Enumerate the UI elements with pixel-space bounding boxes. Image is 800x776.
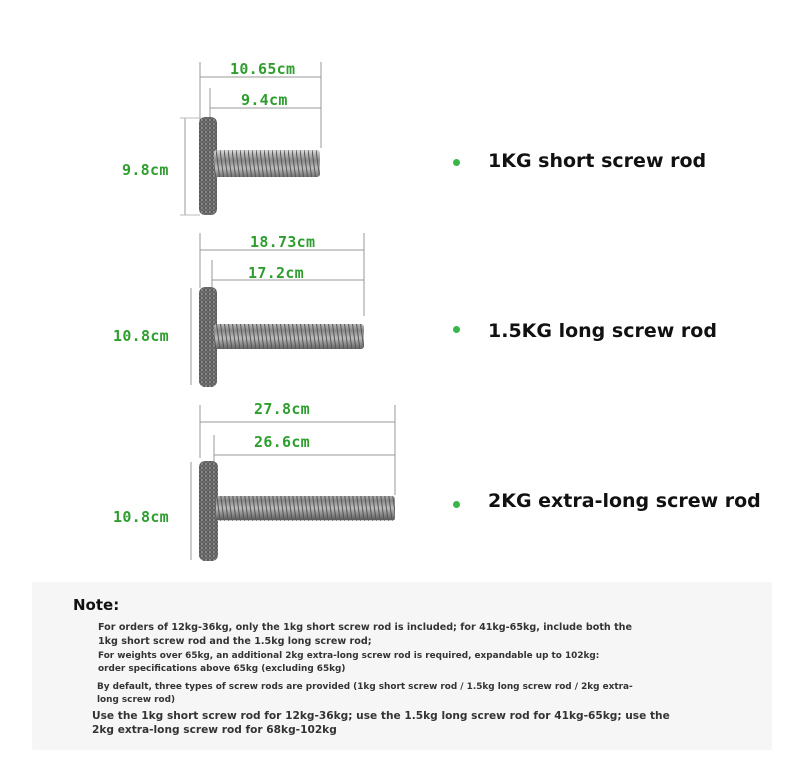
note-line: By default, three types of screw rods are provided (1kg short screw rod / 1.5kg long screw rod / 2kg extra- (97, 682, 633, 692)
note-line: For orders of 12kg-36kg, only the 1kg short screw rod is included; for 41kg-65kg, include both the (98, 622, 633, 633)
rod-item-short (0, 0, 800, 230)
note-line: 1kg short screw rod and the 1.5kg long screw rod; (98, 636, 372, 647)
extra-long-screw-rod-image (0, 400, 800, 575)
short-screw-rod-image (0, 0, 800, 230)
head-diameter-label: 10.8cm (113, 327, 169, 345)
head-diameter-label: 10.8cm (113, 508, 169, 526)
thread-length-label: 17.2cm (248, 264, 304, 282)
rod-label: 1KG short screw rod (488, 150, 707, 172)
note-line: long screw rod) (97, 695, 176, 705)
overall-length-label: 27.8cm (254, 400, 310, 418)
note-line: 2kg extra-long screw rod for 68kg-102kg (92, 724, 337, 736)
bullet-icon (453, 159, 460, 166)
overall-length-label: 10.65cm (230, 60, 296, 78)
head-diameter-label: 9.8cm (122, 161, 169, 179)
long-screw-rod-image (0, 230, 800, 400)
note-line: Use the 1kg short screw rod for 12kg-36kg; use the 1.5kg long screw rod for 41kg-65kg; use the (92, 710, 670, 722)
overall-length-label: 18.73cm (250, 233, 316, 251)
bullet-icon (453, 501, 460, 508)
note-line: For weights over 65kg, an additional 2kg extra-long screw rod is required, expandable up to 102kg: (98, 651, 600, 661)
rod-item-long (0, 230, 800, 400)
bullet-icon (453, 326, 460, 333)
note-title: Note: (73, 596, 120, 614)
rod-label: 2KG extra-long screw rod (488, 490, 761, 512)
thread-length-label: 9.4cm (241, 91, 288, 109)
thread-length-label: 26.6cm (254, 433, 310, 451)
note-line: order specifications above 65kg (excluding 65kg) (98, 664, 346, 674)
rod-item-extra-long (0, 400, 800, 575)
rod-label: 1.5KG long screw rod (488, 320, 717, 342)
